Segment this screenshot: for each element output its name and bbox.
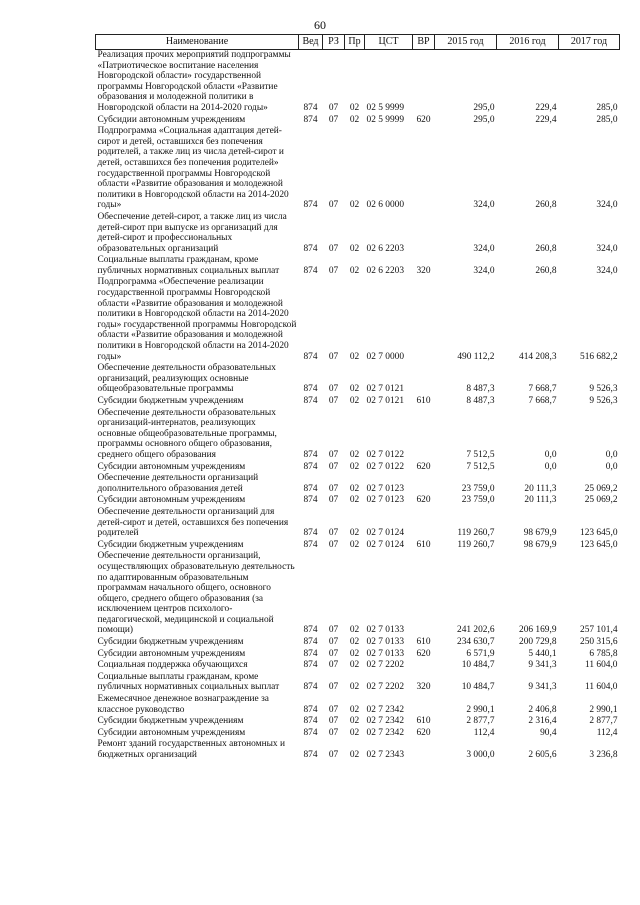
- cell-cst: 02 7 2343: [366, 750, 404, 760]
- cell-2016: 0,0: [544, 449, 557, 460]
- cell-pr: 02: [349, 102, 360, 113]
- cell-cst: 02 7 0000: [366, 351, 404, 362]
- cell-2016: 90,4: [540, 727, 557, 738]
- cell-pr: 02: [349, 495, 360, 506]
- cell-2015: 2 877,7: [466, 716, 495, 727]
- cell-ved: 874: [303, 682, 318, 693]
- cell-2016: 200 729,8: [519, 637, 557, 648]
- cell-rz: 07: [328, 750, 339, 760]
- table-row: [96, 255, 620, 277]
- cell-name: Субсидии бюджетным учреждениям: [97, 396, 244, 406]
- cell-cst: 02 7 0124: [366, 528, 404, 539]
- cell-vr: [413, 212, 435, 255]
- cell-2015: 10 484,7: [461, 660, 495, 671]
- cell-ved: 874: [303, 461, 318, 472]
- cell-2015: 295,0: [473, 102, 495, 113]
- cell-name: Обеспечение деятельности организаций дополнительного образования детей: [97, 473, 259, 494]
- cell-rz: 07: [328, 682, 339, 693]
- cell-2016: 229,4: [535, 102, 557, 113]
- cell-rz: 07: [328, 539, 339, 550]
- cell-vr: 320: [416, 682, 431, 693]
- cell-vr: 620: [416, 648, 431, 659]
- cell-name: Ремонт зданий государственных автономных и бюджетных организаций: [97, 739, 285, 760]
- budget-table: [95, 34, 620, 762]
- cell-ved: 874: [303, 483, 318, 494]
- cell-name: Обеспечение деятельности образовательных организаций-интернатов, реализующих основные общеобразовательные программы, программы основного общего образования, среднего общего образования: [97, 407, 277, 460]
- cell-rz: 07: [328, 396, 339, 406]
- cell-2016: 206 169,9: [519, 625, 557, 636]
- cell-name: Социальные выплаты гражданам, кроме публичных нормативных социальных выплат: [97, 255, 280, 276]
- cell-vr: [413, 126, 435, 212]
- table-row: [96, 495, 620, 507]
- cell-name: Обеспечение детей-сирот, а также лиц из числа детей-сирот при выпуске из организаций для детей-сирот и профессиональных образовательных организаций: [97, 211, 287, 254]
- cell-2016: 98 679,9: [523, 539, 557, 550]
- cell-2017: 112,4: [596, 727, 618, 738]
- cell-rz: 07: [328, 461, 339, 472]
- cell-ved: 874: [303, 114, 318, 125]
- cell-ved: 874: [303, 660, 318, 671]
- cell-2017: 0,0: [605, 461, 618, 472]
- cell-2016: 5 440,1: [528, 648, 557, 659]
- cell-rz: 07: [328, 637, 339, 648]
- cell-cst: 02 7 0122: [366, 461, 404, 472]
- table-row: [96, 363, 620, 396]
- table-body: [96, 50, 620, 762]
- cell-2017: 2 877,7: [589, 716, 618, 727]
- header-ved: Вед: [299, 35, 323, 50]
- cell-cst: 02 6 2203: [366, 243, 404, 254]
- cell-rz: 07: [328, 114, 339, 125]
- cell-rz: 07: [328, 660, 339, 671]
- cell-cst: 02 7 2342: [366, 704, 404, 715]
- cell-2015: 241 202,6: [457, 625, 495, 636]
- cell-2017: 324,0: [596, 265, 618, 276]
- cell-cst: 02 7 0123: [366, 495, 404, 506]
- cell-2017: 3 236,8: [589, 750, 618, 760]
- cell-name: Субсидии бюджетным учреждениям: [97, 539, 244, 550]
- cell-vr: 620: [416, 727, 431, 738]
- cell-2016: 260,8: [535, 265, 557, 276]
- cell-rz: 07: [328, 528, 339, 539]
- cell-pr: 02: [349, 660, 360, 671]
- cell-name: Ежемесячное денежное вознаграждение за классное руководство: [97, 694, 269, 715]
- table-row: [96, 473, 620, 495]
- cell-vr: [413, 408, 435, 462]
- cell-ved: 874: [303, 396, 318, 406]
- cell-rz: 07: [328, 483, 339, 494]
- cell-rz: 07: [328, 265, 339, 276]
- header-rz: РЗ: [323, 35, 345, 50]
- cell-vr: 620: [416, 461, 431, 472]
- cell-cst: 02 7 0123: [366, 483, 404, 494]
- cell-2017: 6 785,8: [589, 648, 618, 659]
- cell-name: Субсидии автономным учреждениям: [97, 648, 246, 659]
- cell-2017: 285,0: [596, 114, 618, 125]
- cell-pr: 02: [349, 716, 360, 727]
- table-row: [96, 660, 620, 672]
- cell-rz: 07: [328, 704, 339, 715]
- cell-pr: 02: [349, 461, 360, 472]
- cell-vr: 620: [416, 114, 431, 125]
- cell-2017: 123 645,0: [580, 528, 618, 539]
- table-row: [96, 540, 620, 552]
- table-row: [96, 728, 620, 740]
- cell-2016: 9 341,3: [528, 682, 557, 693]
- cell-cst: 02 6 0000: [366, 200, 404, 211]
- cell-2015: 23 759,0: [461, 483, 495, 494]
- header-cst: ЦСТ: [365, 35, 413, 50]
- cell-2015: 7 512,5: [466, 461, 495, 472]
- cell-ved: 874: [303, 727, 318, 738]
- cell-2016: 20 111,3: [524, 495, 557, 506]
- cell-2017: 516 682,2: [580, 351, 618, 362]
- cell-2017: 324,0: [596, 243, 618, 254]
- cell-pr: 02: [349, 727, 360, 738]
- cell-vr: 610: [416, 637, 431, 648]
- cell-pr: 02: [349, 750, 360, 760]
- cell-2015: 3 000,0: [466, 750, 495, 760]
- cell-pr: 02: [349, 449, 360, 460]
- cell-cst: 02 7 2342: [366, 716, 404, 727]
- cell-2015: 2 990,1: [466, 704, 495, 715]
- table-row: [96, 551, 620, 637]
- cell-2017: 9 526,3: [589, 396, 618, 406]
- header-vr: ВР: [413, 35, 435, 50]
- cell-rz: 07: [328, 449, 339, 460]
- cell-pr: 02: [349, 682, 360, 693]
- cell-2015: 6 571,9: [466, 648, 495, 659]
- cell-pr: 02: [349, 483, 360, 494]
- cell-cst: 02 7 0121: [366, 396, 404, 406]
- cell-ved: 874: [303, 495, 318, 506]
- table-row: [96, 694, 620, 716]
- cell-2015: 490 112,2: [457, 351, 495, 362]
- table-row: [96, 716, 620, 728]
- cell-2017: 25 069,2: [584, 483, 618, 494]
- cell-name: Подпрограмма «Социальная адаптация детей-сирот и детей, оставшихся без попечения родителей, а также лиц из числа детей-сирот и детей, оставшихся без попечения родителей» государственной программы Новгородской области «Развитие образования и молодежной политики в Новгородской области на 2014-2020 годы»: [97, 126, 289, 211]
- cell-pr: 02: [349, 384, 360, 395]
- cell-ved: 874: [303, 351, 318, 362]
- cell-ved: 874: [303, 265, 318, 276]
- cell-cst: 02 7 0133: [366, 637, 404, 648]
- cell-name: Субсидии автономным учреждениям: [97, 727, 246, 738]
- cell-name: Обеспечение деятельности организаций для детей-сирот и детей, оставшихся без попечения родителей: [97, 506, 289, 539]
- cell-ved: 874: [303, 704, 318, 715]
- cell-2016: 7 668,7: [528, 384, 557, 395]
- cell-2016: 2 316,4: [528, 716, 557, 727]
- cell-2015: 119 260,7: [457, 528, 495, 539]
- cell-2017: 11 604,0: [585, 682, 618, 693]
- table-row: [96, 462, 620, 474]
- cell-cst: 02 5 9999: [366, 114, 404, 125]
- cell-rz: 07: [328, 625, 339, 636]
- cell-2016: 229,4: [535, 114, 557, 125]
- cell-2015: 112,4: [473, 727, 495, 738]
- cell-2016: 414 208,3: [519, 351, 557, 362]
- cell-name: Субсидии бюджетным учреждениям: [97, 716, 244, 727]
- cell-cst: 02 6 2203: [366, 265, 404, 276]
- cell-name: Обеспечение деятельности образовательных организаций, реализующих основные общеобразовательные программы: [97, 363, 276, 395]
- cell-vr: [413, 277, 435, 363]
- table-row: [96, 396, 620, 408]
- table-header: [96, 35, 620, 50]
- cell-2016: 2 605,6: [528, 750, 557, 760]
- cell-2015: 8 487,3: [466, 384, 495, 395]
- cell-2015: 295,0: [473, 114, 495, 125]
- cell-2016: 20 111,3: [524, 483, 557, 494]
- cell-pr: 02: [349, 539, 360, 550]
- cell-cst: 02 7 2202: [366, 660, 404, 671]
- cell-pr: 02: [349, 243, 360, 254]
- cell-2016: 9 341,3: [528, 660, 557, 671]
- cell-2015: 324,0: [473, 265, 495, 276]
- cell-2017: 250 315,6: [580, 637, 618, 648]
- cell-name: Субсидии бюджетным учреждениям: [97, 637, 244, 648]
- table-row: [96, 637, 620, 649]
- cell-vr: 610: [416, 539, 431, 550]
- cell-2015: 119 260,7: [457, 539, 495, 550]
- cell-pr: 02: [349, 396, 360, 406]
- cell-cst: 02 7 2342: [366, 727, 404, 738]
- cell-2015: 10 484,7: [461, 682, 495, 693]
- cell-vr: 610: [416, 396, 431, 406]
- cell-cst: 02 7 2202: [366, 682, 404, 693]
- cell-2017: 2 990,1: [589, 704, 618, 715]
- cell-ved: 874: [303, 637, 318, 648]
- cell-cst: 02 7 0133: [366, 625, 404, 636]
- cell-name: Подпрограмма «Обеспечение реализации государственной программы Новгородской области «Развитие образования и молодежной политики в Новгородской области на 2014-2020 годы» государственной программы Новгородской области «Развитие образования и молодежной политики в Новгородской области на 2014-2020 годы»: [97, 277, 297, 362]
- header-pr: Пр: [345, 35, 365, 50]
- table-row: [96, 50, 620, 115]
- cell-2017: 9 526,3: [589, 384, 618, 395]
- cell-2015: 8 487,3: [466, 396, 495, 406]
- table-row: [96, 672, 620, 694]
- cell-pr: 02: [349, 704, 360, 715]
- cell-cst: 02 7 0133: [366, 648, 404, 659]
- cell-2016: 260,8: [535, 243, 557, 254]
- table-row: [96, 115, 620, 127]
- cell-2015: 234 630,7: [457, 637, 495, 648]
- cell-vr: 610: [416, 716, 431, 727]
- cell-2016: 0,0: [544, 461, 557, 472]
- cell-name: Реализация прочих мероприятий подпрограммы «Патриотическое воспитание населения Новгородской области» государственной программы Новгородской области «Развитие образования и молодежной политики в Новгородской области на 2014-2020 годы»: [97, 50, 291, 113]
- cell-name: Социальные выплаты гражданам, кроме публичных нормативных социальных выплат: [97, 671, 280, 693]
- table-row: [96, 126, 620, 212]
- cell-rz: 07: [328, 716, 339, 727]
- cell-name: Субсидии автономным учреждениям: [97, 495, 246, 506]
- cell-2017: 324,0: [596, 200, 618, 211]
- cell-rz: 07: [328, 648, 339, 659]
- cell-2015: 324,0: [473, 200, 495, 211]
- cell-ved: 874: [303, 528, 318, 539]
- cell-pr: 02: [349, 351, 360, 362]
- cell-2015: 23 759,0: [461, 495, 495, 506]
- page-number: 60: [314, 18, 326, 32]
- table-row: [96, 408, 620, 462]
- cell-2017: 257 101,4: [580, 625, 618, 636]
- cell-vr: [413, 473, 435, 495]
- header-name: Наименование: [96, 35, 299, 50]
- cell-pr: 02: [349, 648, 360, 659]
- cell-vr: [413, 50, 435, 115]
- table-row: [96, 507, 620, 540]
- cell-ved: 874: [303, 200, 318, 211]
- cell-name: Социальная поддержка обучающихся: [97, 660, 248, 671]
- cell-pr: 02: [349, 528, 360, 539]
- cell-cst: 02 7 0122: [366, 449, 404, 460]
- cell-ved: 874: [303, 384, 318, 395]
- cell-rz: 07: [328, 243, 339, 254]
- cell-vr: [413, 363, 435, 396]
- cell-vr: 620: [416, 495, 431, 506]
- cell-2016: 98 679,9: [523, 528, 557, 539]
- cell-name: Обеспечение деятельности организаций, осуществляющих образовательную деятельность по адаптированным образовательным программам начального общего, основного общего, среднего общего образования (за исключением центров психолого-педагогической, медицинской и социальной помощи): [97, 551, 295, 636]
- cell-ved: 874: [303, 716, 318, 727]
- cell-ved: 874: [303, 648, 318, 659]
- cell-cst: 02 7 0124: [366, 539, 404, 550]
- cell-ved: 874: [303, 750, 318, 760]
- cell-ved: 874: [303, 625, 318, 636]
- cell-rz: 07: [328, 727, 339, 738]
- cell-vr: 320: [416, 265, 431, 276]
- cell-rz: 07: [328, 102, 339, 113]
- cell-cst: 02 7 0121: [366, 384, 404, 395]
- cell-ved: 874: [303, 102, 318, 113]
- cell-name: Субсидии автономным учреждениям: [97, 461, 246, 472]
- cell-name: Субсидии автономным учреждениям: [97, 114, 246, 125]
- cell-2015: 324,0: [473, 243, 495, 254]
- cell-2017: 25 069,2: [584, 495, 618, 506]
- cell-ved: 874: [303, 243, 318, 254]
- cell-rz: 07: [328, 384, 339, 395]
- cell-vr: [413, 694, 435, 716]
- cell-pr: 02: [349, 625, 360, 636]
- cell-vr: [413, 507, 435, 540]
- cell-cst: 02 5 9999: [366, 102, 404, 113]
- cell-pr: 02: [349, 265, 360, 276]
- table-row: [96, 739, 620, 761]
- cell-pr: 02: [349, 637, 360, 648]
- header-2016: 2016 год: [497, 35, 559, 50]
- cell-rz: 07: [328, 200, 339, 211]
- cell-vr: [413, 551, 435, 637]
- cell-vr: [413, 660, 435, 672]
- cell-2016: 2 406,8: [528, 704, 557, 715]
- cell-2017: 123 645,0: [580, 539, 618, 550]
- cell-2017: 285,0: [596, 102, 618, 113]
- header-2015: 2015 год: [435, 35, 497, 50]
- table-row: [96, 277, 620, 363]
- cell-vr: [413, 739, 435, 761]
- cell-2016: 260,8: [535, 200, 557, 211]
- cell-rz: 07: [328, 495, 339, 506]
- header-2017: 2017 год: [559, 35, 620, 50]
- cell-2017: 11 604,0: [585, 660, 618, 671]
- cell-2015: 7 512,5: [466, 449, 495, 460]
- cell-pr: 02: [349, 114, 360, 125]
- table-row: [96, 212, 620, 255]
- cell-ved: 874: [303, 539, 318, 550]
- cell-2016: 7 668,7: [528, 396, 557, 406]
- cell-rz: 07: [328, 351, 339, 362]
- cell-pr: 02: [349, 200, 360, 211]
- cell-2017: 0,0: [605, 449, 618, 460]
- cell-ved: 874: [303, 449, 318, 460]
- table-row: [96, 649, 620, 661]
